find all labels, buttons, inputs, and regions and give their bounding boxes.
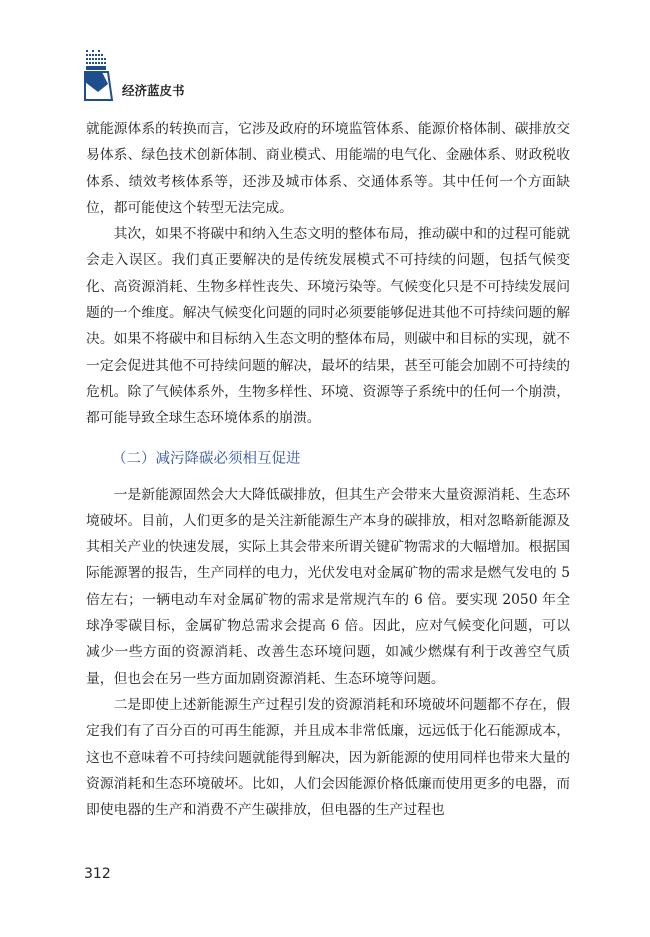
page-number: 312 <box>84 866 111 882</box>
paragraph: 一是新能源固然会大大降低碳排放，但其生产会带来大量资源消耗、生态环境破坏。目前，人们更多的是关注新能源生产本身的碳排放，相对忽略新能源及其相关产业的快速发展，实际上其会带来所谓关键矿物需求的大幅增加。根据国际能源署的报告，生产同样的电力，光伏发电对金属矿物的需求是燃气发电的 5 倍左右；一辆电动车对金属矿物的需求是常规汽车的 6 倍。要实现 2050 年全球净零碳目标，金属矿物总需求会提高 6 倍。因此，应对气候变化问题，可以减少一些方面的资源消耗、改善生态环境问题，如减少燃煤有利于改善空气质量，但也会在另一些方面加剧资源消耗、生态环境等问题。 <box>86 486 570 687</box>
section-heading: （二）减污降碳必须相互促进 <box>112 450 301 467</box>
book-logo-icon <box>84 48 114 104</box>
paragraph: 其次，如果不将碳中和纳入生态文明的整体布局，推动碳中和的过程可能就会走入误区。我们真正要解决的是传统发展模式不可持续的问题，包括气候变化、高资源消耗、生物多样性丧失、环境污染等。气候变化只是不可持续发展问题的一个维度。解决气候变化问题的同时必须要能够促进其他不可持续问题的解决。如果不将碳中和目标纳入生态文明的整体布局，则碳中和目标的实现，就不一定会促进其他不可持续问题的解决，最坏的结果，甚至可能会加剧不可持续的危机。除了气候体系外，生物多样性、环境、资源等子系统中的任何一个崩溃，都可能导致全球生态环境体系的崩溃。 <box>86 226 570 427</box>
page-body <box>86 116 570 823</box>
paragraph: 就能源体系的转换而言，它涉及政府的环境监管体系、能源价格体制、碳排放交易体系、绿色技术创新体制、商业模式、用能端的电气化、金融体系、财政税收体系、绩效考核体系等，还涉及城市体系、交通体系等。其中任何一个方面缺位，都可能使这个转型无法完成。 <box>86 121 570 216</box>
paragraph: 二是即使上述新能源生产过程引发的资源消耗和环境破坏问题都不存在，假定我们有了百分百的可再生能源，并且成本非常低廉，远远低于化石能源成本，这也不意味着不可持续问题就能得到解决，因为新能源的使用同样也带来大量的资源消耗和生态环境破坏。比如，人们会因能源价格低廉而使用更多的电器，而即使电器的生产和消费不产生碳排放，但电器的生产过程也 <box>86 696 570 819</box>
series-title: 经济蓝皮书 <box>122 83 185 98</box>
running-header <box>84 48 284 104</box>
